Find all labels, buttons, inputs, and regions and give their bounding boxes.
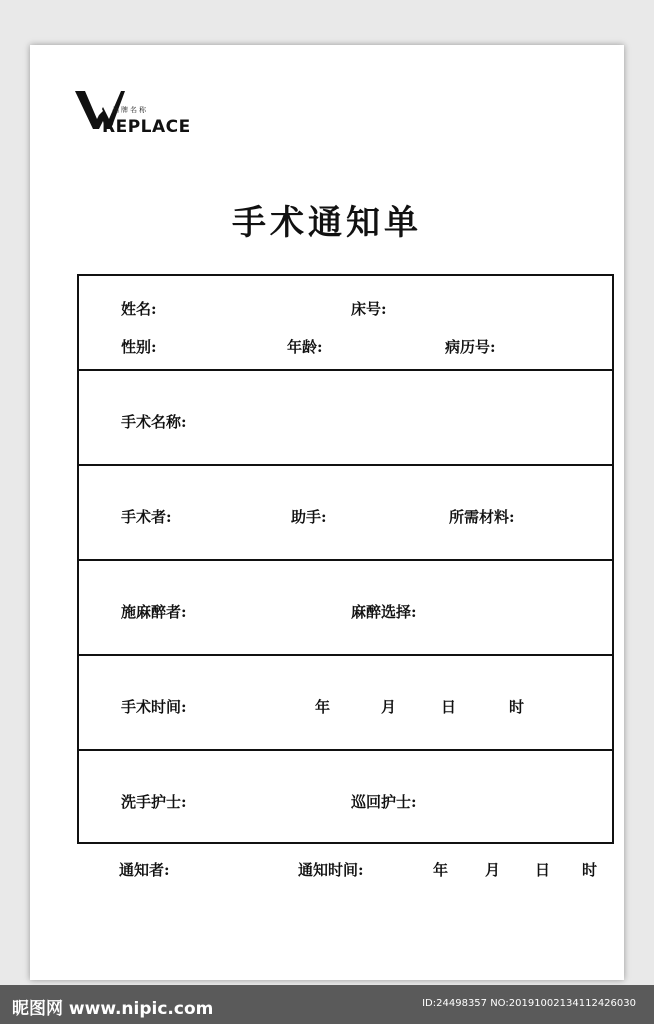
label-surgery-name: 手术名称: <box>121 413 187 431</box>
label-assistant: 助手: <box>291 508 327 526</box>
label-circulating-nurse: 巡回护士: <box>351 793 417 811</box>
form-row-surgery-name <box>79 371 612 466</box>
logo-brand-text: REPLACE <box>102 117 191 137</box>
label-month: 月 <box>381 698 397 716</box>
form-table <box>77 274 614 844</box>
watermark-bar <box>0 985 654 1024</box>
footer-year: 年 <box>433 861 449 879</box>
form-row-nurses <box>79 751 612 846</box>
footer-month: 月 <box>485 861 501 879</box>
label-hour: 时 <box>509 698 525 716</box>
label-age: 年龄: <box>287 338 323 356</box>
label-year: 年 <box>315 698 331 716</box>
form-row-surgeon <box>79 466 612 561</box>
label-scrub-nurse: 洗手护士: <box>121 793 187 811</box>
logo-tagline: 品牌名称 <box>112 106 148 114</box>
form-row-surgery-time <box>79 656 612 751</box>
label-surgery-time: 手术时间: <box>121 698 187 716</box>
label-record-no: 病历号: <box>445 338 496 356</box>
footer-notifier: 通知者: <box>119 861 170 879</box>
label-anesthesia-choice: 麻醉选择: <box>351 603 417 621</box>
label-surgeon: 手术者: <box>121 508 172 526</box>
label-day: 日 <box>441 698 457 716</box>
footer-hour: 时 <box>582 861 598 879</box>
label-anesthetist: 施麻醉者: <box>121 603 187 621</box>
document-title: 手术通知单 <box>232 203 422 243</box>
document-page <box>30 45 624 980</box>
label-materials: 所需材料: <box>449 508 515 526</box>
footer-notify-time: 通知时间: <box>298 861 364 879</box>
label-bed: 床号: <box>351 300 387 318</box>
watermark-id: ID:24498357 NO:20191002134112426030 <box>422 998 636 1009</box>
label-name: 姓名: <box>121 300 157 318</box>
label-gender: 性别: <box>121 338 157 356</box>
watermark-site: 昵图网 www.nipic.com <box>12 999 214 1019</box>
form-row-anesthesia <box>79 561 612 656</box>
form-row-patient <box>79 276 612 371</box>
footer-day: 日 <box>535 861 551 879</box>
